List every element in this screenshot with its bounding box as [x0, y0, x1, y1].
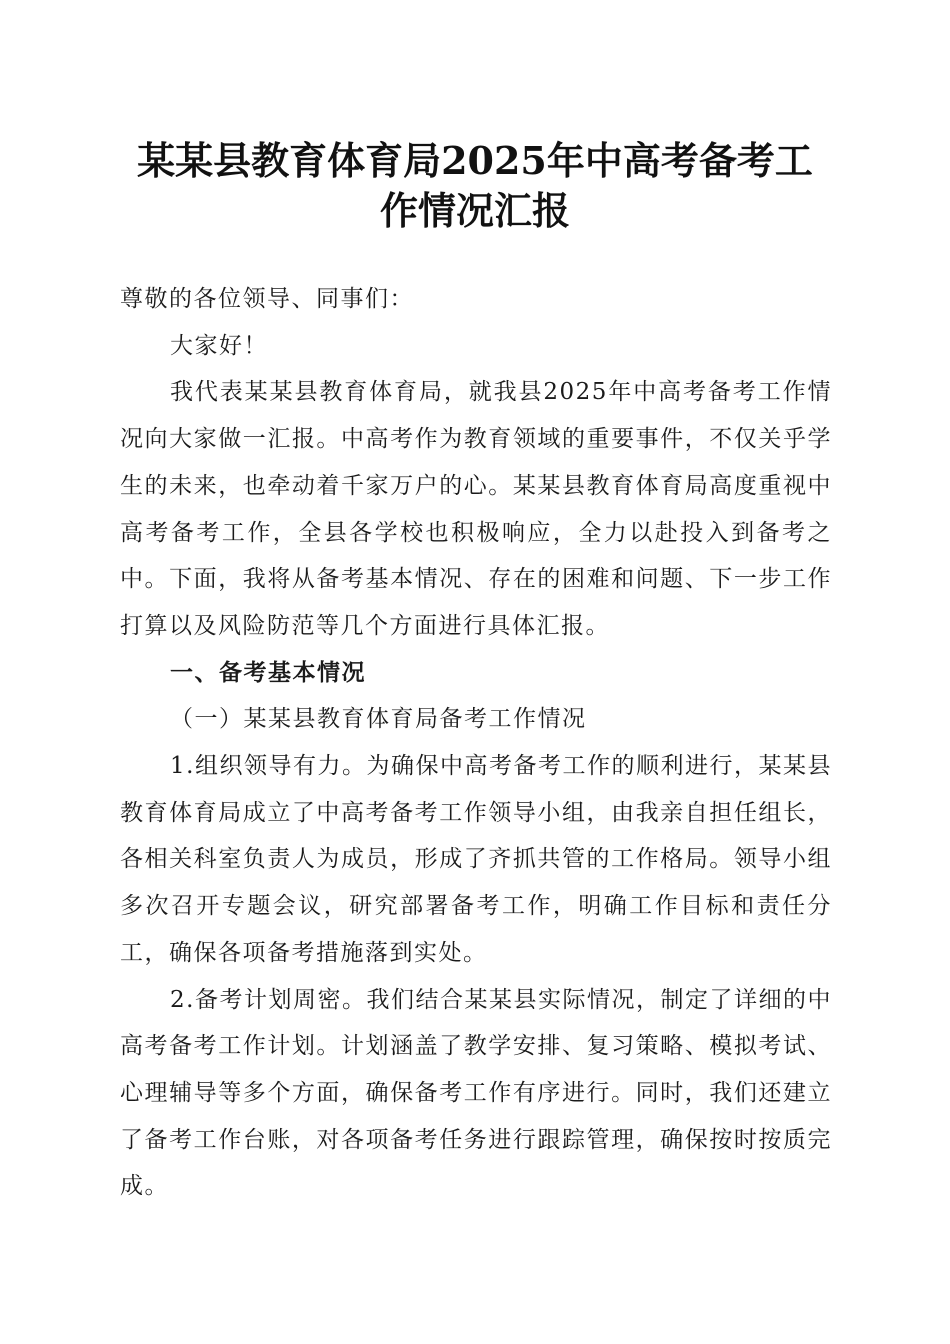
salutation: 尊敬的各位领导、同事们：: [120, 286, 414, 312]
subsection-heading: （一）某某县教育体育局备考工作情况: [170, 706, 587, 733]
paragraph-item-1: 1.组织领导有力。为确保中高考备考工作的顺利进行，某某县教育体育局成立了中高考备考工作领导小组，由我亲自担任组长，各相关科室负责人为成员，形成了齐抓共管的工作格局。领导小组多次召开专题会议，研究部署备考工作，明确工作目标和责任分工，确保各项备考措施落到实处。: [120, 753, 832, 966]
paragraph-item-2: 2.备考计划周密。我们结合某某县实际情况，制定了详细的中高考备考工作计划。计划涵盖了教学安排、复习策略、模拟考试、心理辅导等多个方面，确保备考工作有序进行。同时，我们还建立了备考工作台账，对各项备考任务进行跟踪管理，确保按时按质完成。: [120, 986, 832, 1200]
intro-paragraph: 我代表某某县教育体育局，就我县2025年中高考备考工作情况向大家做一汇报。中高考作为教育领域的重要事件，不仅关乎学生的未来，也牵动着千家万户的心。某某县教育体育局高度重视中高考备考工作，全县各学校也积极响应，全力以赴投入到备考之中。下面，我将从备考基本情况、存在的困难和问题、下一步工作打算以及风险防范等几个方面进行具体汇报。: [120, 379, 832, 639]
document-body: [120, 276, 832, 1210]
greeting: 大家好！: [170, 332, 268, 359]
section-heading: 一、备考基本情况: [170, 658, 366, 686]
document-title: 某某县教育体育局2025年中高考备考工作情况汇报: [137, 138, 813, 233]
